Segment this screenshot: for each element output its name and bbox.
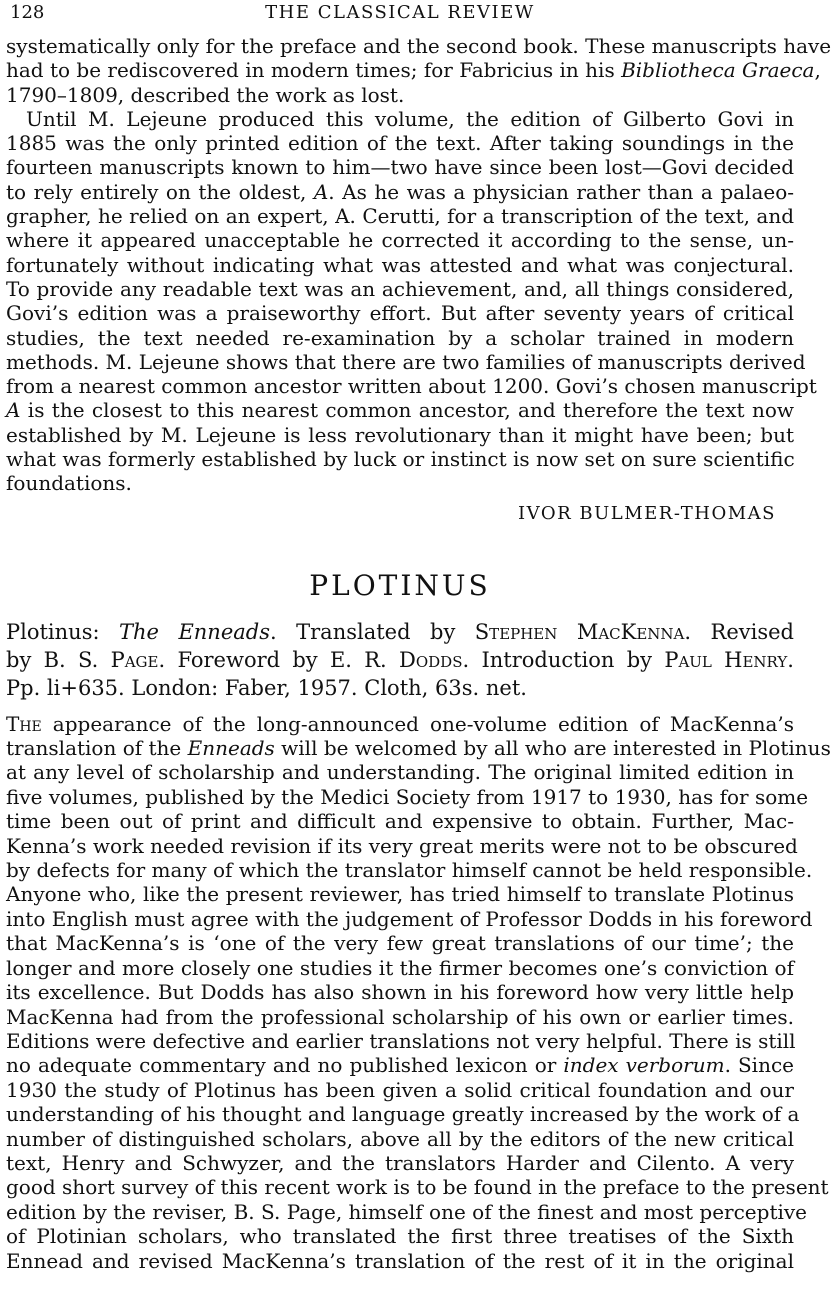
text-line: established by M. Lejeune is less revolutionary than it might have been; but: [6, 422, 794, 447]
text-line: Govi’s edition was a praiseworthy effort. But after seventy years of critical: [6, 301, 794, 326]
text-line: systematically only for the preface and the second book. These manuscripts have: [6, 34, 831, 58]
biblio-line-2: [6, 646, 794, 674]
text-line: To provide any readable text was an achievement, and, all things considered,: [6, 276, 794, 301]
text-line: MacKenna had from the professional scholarship of his own or earlier times.: [6, 1004, 794, 1029]
text-line: methods. M. Lejeune shows that there are two families of manuscripts derived: [6, 349, 806, 374]
text-line: grapher, he relied on an expert, A. Cerutti, for a transcription of the text, and: [6, 204, 794, 229]
journal-title: THE CLASSICAL REVIEW: [265, 2, 535, 23]
text-line-with-italic-title: had to be rediscovered in modern times; for Fabricius in his Bibliotheca Graeca,: [6, 58, 821, 83]
text-line: edition by the reviser, B. S. Page, himself one of the finest and most perceptive: [6, 1199, 808, 1224]
text-line: of Plotinian scholars, who translated the first three treatises of the Sixth: [6, 1224, 794, 1249]
biblio-text: by B. S.: [6, 647, 111, 672]
biblio-text: Plotinus:: [6, 619, 120, 644]
text-line: 1930 the study of Plotinus has been given a solid critical foundation and our: [6, 1077, 794, 1102]
text-line: from a nearest common ancestor written about 1200. Govi’s chosen manuscript: [6, 374, 817, 399]
text-line: Kenna’s work needed revision if its very great merits were not to be obscured: [6, 833, 798, 858]
biblio-text: . Foreword by E. R.: [158, 647, 400, 672]
text-line: 1885 was the only printed edition of the text. After taking soundings in the: [6, 131, 794, 156]
section-title: PLOTINUS: [309, 568, 491, 602]
text-line: text, Henry and Schwyzer, and the translators Harder and Cilento. A very: [6, 1150, 794, 1175]
biblio-text: . Revised: [684, 619, 794, 644]
text-line: Anyone who, like the present reviewer, has tried himself to translate Plotinus: [6, 882, 794, 907]
page-number: 128: [10, 2, 45, 23]
text-line: Until M. Lejeune produced this volume, the edition of Gilberto Govi in: [26, 106, 794, 131]
biblio-text: . Introduction by: [462, 647, 665, 672]
text-line: number of distinguished scholars, above all by the editors of the new critical: [6, 1126, 794, 1151]
text-line: Editions were defective and earlier translations not very helpful. There is still: [6, 1028, 796, 1053]
text-line: longer and more closely one studies it the firmer becomes one’s conviction of: [6, 955, 794, 980]
biblio-line-1: [6, 618, 794, 646]
foreword-author: Dodds: [399, 647, 463, 672]
translator-name: Stephen MacKenna: [474, 619, 685, 644]
text-line: what was formerly established by luck or instinct is now set on sure scientific: [6, 447, 795, 472]
text-line: fourteen manuscripts known to him—two have since been lost—Govi decided: [6, 155, 794, 180]
text-line: Ennead and revised MacKenna’s translation of the rest of it in the original: [6, 1248, 794, 1273]
text-line: no adequate commentary and no published lexicon or index verborum. Since: [6, 1053, 794, 1078]
reviewer-signature: IVOR BULMER-THOMAS: [518, 502, 776, 524]
text-line: its excellence. But Dodds has also shown in his foreword how very little help: [6, 980, 794, 1005]
text-line: A is the closest to this nearest common ancestor, and therefore the text now: [6, 398, 794, 423]
text-line: translation of the Enneads will be welcomed by all who are interested in Plotinus: [6, 736, 831, 761]
work-title: The Enneads: [119, 619, 270, 644]
previous-review-continuation: [6, 34, 831, 107]
text-line: foundations.: [6, 471, 132, 496]
running-head: [6, 0, 794, 34]
previous-review-paragraph: [6, 106, 817, 496]
text-line: into English must agree with the judgement of Professor Dodds in his foreword: [6, 906, 813, 931]
text-line: at any level of scholarship and understanding. The original limited edition in: [6, 760, 794, 785]
text-line: where it appeared unacceptable he corrected it according to the sense, un-: [6, 228, 794, 253]
introduction-author: Paul Henry: [664, 647, 788, 672]
biblio-text: .: [787, 647, 794, 672]
biblio-text: . Translated by: [270, 619, 475, 644]
review-body: [6, 711, 831, 1273]
text-line: time been out of print and difficult and expensive to obtain. Further, Mac-: [6, 809, 794, 834]
text-line: that MacKenna’s is ‘one of the very few great translations of our time’; the: [6, 931, 794, 956]
text-line: good short survey of this recent work is to be found in the preface to the present: [6, 1175, 829, 1200]
text-line: The appearance of the long-announced one-volume edition of MacKenna’s: [6, 711, 794, 736]
text-line: to rely entirely on the oldest, A. As he was a physician rather than a palaeo-: [6, 179, 795, 204]
text-line: fortunately without indicating what was attested and what was conjectural.: [6, 252, 794, 277]
reviser-name: Page: [110, 647, 159, 672]
text-line: understanding of his thought and language greatly increased by the work of a: [6, 1102, 800, 1127]
bibliographic-entry: [6, 618, 794, 702]
biblio-line-3: Pp. li+635. London: Faber, 1957. Cloth, 63s. net.: [6, 675, 527, 700]
text-line: five volumes, published by the Medici Society from 1917 to 1930, has for some: [6, 784, 809, 809]
text-line: studies, the text needed re-examination by a scholar trained in modern: [6, 325, 794, 350]
text-line: 1790–1809, described the work as lost.: [6, 82, 405, 107]
text-line: by defects for many of which the translator himself cannot be held responsible.: [6, 858, 813, 883]
